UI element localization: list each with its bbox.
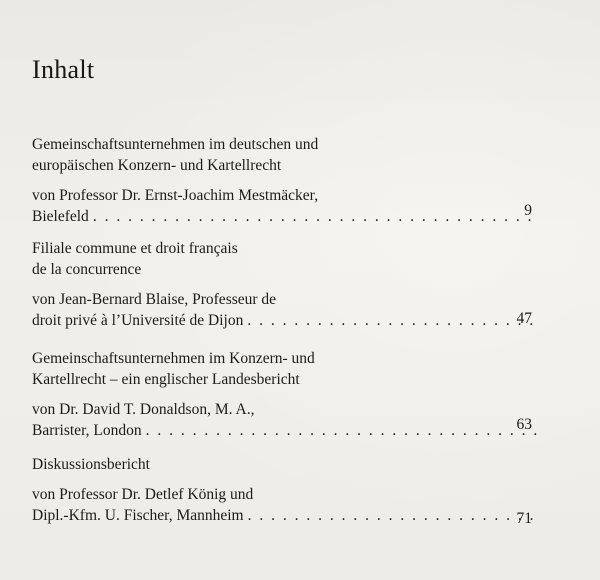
entry-title-line: Gemeinschaftsunternehmen im Konzern- und (32, 350, 315, 367)
entry-title-line: europäischen Konzern- und Kartellrecht (32, 157, 282, 174)
toc-entry (32, 348, 542, 441)
entry-title-line: Diskussionsbericht (32, 456, 150, 473)
toc-entry (32, 134, 542, 227)
entry-page-number: 63 (516, 416, 532, 433)
entry-author-last-line: Bielefeld (32, 208, 89, 225)
entry-leader-row (32, 505, 542, 526)
entry-author-last-line: Dipl.-Kfm. U. Fischer, Mannheim (32, 507, 244, 524)
entry-leader-row (32, 420, 542, 441)
entry-leader-row (32, 206, 542, 227)
entry-page-number: 71 (516, 510, 532, 527)
entry-title-line: de la concurrence (32, 261, 142, 278)
entry-author-last-line: droit privé à l’Université de Dijon (32, 312, 244, 329)
entry-page-number: 9 (524, 202, 532, 219)
entry-page-number: 47 (516, 310, 532, 327)
entry-leader-row (32, 310, 542, 331)
dot-leader (247, 310, 538, 331)
dot-leader (248, 505, 538, 526)
entry-author-line: von Professor Dr. Ernst-Joachim Mestmäcker, (32, 187, 319, 204)
entry-author-line: von Jean-Bernard Blaise, Professeur de (32, 291, 277, 308)
entry-author-last-line: Barrister, London (32, 422, 142, 439)
entry-title-line: Filiale commune et droit français (32, 240, 238, 257)
entry-title-line: Gemeinschaftsunternehmen im deutschen und (32, 136, 319, 153)
toc-entry (32, 238, 542, 331)
toc-entry (32, 454, 542, 526)
entry-author-line: von Professor Dr. Detlef König und (32, 486, 254, 503)
dot-leader (93, 206, 538, 227)
page-title: Inhalt (32, 55, 95, 85)
dot-leader (146, 420, 538, 441)
entry-author-line: von Dr. David T. Donaldson, M. A., (32, 401, 255, 418)
entry-title-line: Kartellrecht – ein englischer Landesbericht (32, 371, 300, 388)
